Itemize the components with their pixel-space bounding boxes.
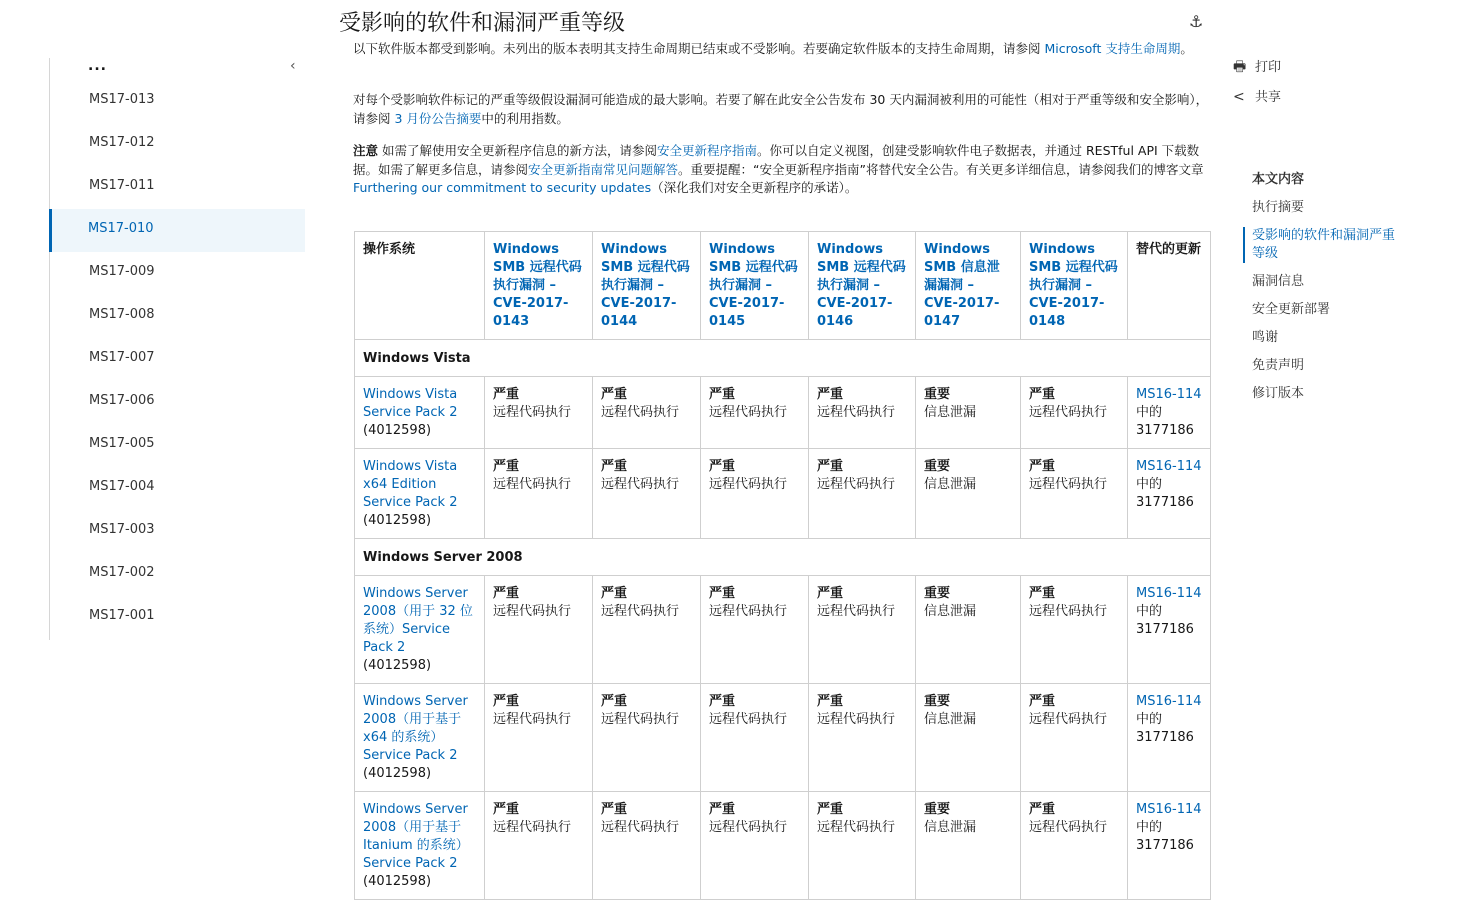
severity-cell [593,576,701,684]
severity-cell [916,684,1021,792]
severity-rating: 严重 [817,694,844,709]
severity-rating: 重要 [924,802,951,817]
severity-cell [593,684,701,792]
impact-type: 远程代码执行 [817,405,896,420]
os-link[interactable]: Windows Vista Service Pack 2 [363,387,458,420]
impact-type: 远程代码执行 [709,712,788,727]
table-row [355,576,1211,684]
guide-faq-link[interactable]: 安全更新指南常见问题解答 [528,161,679,177]
severity-cell [809,792,916,900]
note-paragraph [353,142,1209,198]
severity-rating: 严重 [1029,694,1056,709]
severity-cell [809,449,916,539]
page-title: 受影响的软件和漏洞严重等级 [339,11,626,36]
replaced-update: 中的 3177186 [1136,477,1194,510]
severity-rating: 严重 [1029,802,1056,817]
impact-type: 远程代码执行 [817,477,896,492]
severity-rating: 严重 [1029,459,1056,474]
share-label: 共享 [1255,90,1282,105]
left-nav-item[interactable]: MS17-009 [89,264,155,279]
severity-cell [916,792,1021,900]
impact-type: 远程代码执行 [1029,604,1108,619]
section-row [355,340,1211,377]
severity-rating: 严重 [493,459,520,474]
severity-cell [593,792,701,900]
column-header[interactable]: Windows SMB 远程代码执行漏洞 – CVE-2017-0144 [593,232,701,340]
impact-type: 远程代码执行 [493,604,572,619]
severity-cell [485,792,593,900]
impact-type: 远程代码执行 [601,604,680,619]
severity-cell [485,684,593,792]
impact-type: 远程代码执行 [601,712,680,727]
severity-cell [485,449,593,539]
column-header[interactable]: Windows SMB 远程代码执行漏洞 – CVE-2017-0145 [701,232,809,340]
more-icon[interactable]: ... [88,58,107,74]
column-header[interactable]: Windows SMB 远程代码执行漏洞 – CVE-2017-0143 [485,232,593,340]
os-cell [355,576,485,684]
table-row [355,792,1211,900]
impact-type: 信息泄漏 [924,477,977,492]
share-button[interactable] [1233,88,1281,118]
replaced-bulletin-link[interactable]: MS16-114 [1136,586,1202,601]
severity-rating: 严重 [601,459,628,474]
left-nav-item[interactable]: MS17-004 [89,479,155,494]
p1-after: 。 [1180,41,1193,56]
severity-rating: 重要 [924,586,951,601]
replaced-cell [1128,449,1211,539]
os-cell [355,792,485,900]
impact-type: 远程代码执行 [817,712,896,727]
severity-rating: 严重 [493,802,520,817]
bulletin-summary-link[interactable]: 3 月份公告摘要 [394,110,482,126]
table-row [355,377,1211,449]
os-cell [355,684,485,792]
severity-cell [916,449,1021,539]
left-navigation [49,58,305,640]
severity-cell [701,684,809,792]
severity-cell [485,377,593,449]
severity-rating: 严重 [1029,387,1056,402]
impact-type: 远程代码执行 [493,405,572,420]
replaced-update: 中的 3177186 [1136,405,1194,438]
left-nav-item[interactable]: MS17-010 [49,209,305,252]
page-tools [1233,58,1281,118]
impact-type: 远程代码执行 [601,405,680,420]
impact-type: 信息泄漏 [924,712,977,727]
replaced-bulletin-link[interactable]: MS16-114 [1136,802,1202,817]
severity-rating: 严重 [709,802,736,817]
p3-t2: 。你可以自定义视图，创建受影响软件电子数据表，并通过 RESTful API 下载数据。如需了解更多信息，请参阅 [353,143,1200,177]
share-icon: < [1233,89,1245,105]
impact-type: 信息泄漏 [924,820,977,835]
impact-type: 远程代码执行 [709,604,788,619]
left-nav-top-row [50,58,305,80]
severity-rating: 严重 [817,387,844,402]
left-nav-item[interactable]: MS17-007 [89,350,155,365]
left-nav-item[interactable]: MS17-006 [89,393,155,408]
table-row [355,684,1211,792]
toc-item[interactable]: 鸣谢 [1252,330,1279,345]
section-heading: Windows Vista [355,340,1211,377]
os-link[interactable]: Windows Server 2008（用于基于 Itanium 的系统）Service Pack 2 [363,802,469,871]
anchor-icon[interactable]: ⚓ [1189,12,1204,31]
impact-type: 远程代码执行 [709,820,788,835]
table-row [355,449,1211,539]
note-label: 注意 [353,143,379,158]
severity-rating: 严重 [817,459,844,474]
left-nav-item[interactable]: MS17-008 [89,307,155,322]
impact-type: 远程代码执行 [1029,477,1108,492]
print-label: 打印 [1255,60,1282,75]
p3-t1: 如需了解使用安全更新程序信息的新方法，请参阅 [378,143,657,158]
severity-cell [1021,576,1128,684]
left-nav-item[interactable]: MS17-003 [89,522,155,537]
severity-cell [1021,449,1128,539]
severity-cell [809,684,916,792]
toc-item[interactable]: 受影响的软件和漏洞严重等级 [1243,227,1403,263]
toc-item[interactable]: 修订版本 [1252,386,1305,401]
toc-item[interactable]: 免责声明 [1252,358,1305,373]
severity-cell [593,377,701,449]
severity-rating: 严重 [709,387,736,402]
impact-type: 远程代码执行 [1029,405,1108,420]
affected-software-table [354,231,1211,900]
column-header[interactable]: Windows SMB 信息泄漏漏洞 – CVE-2017-0147 [916,232,1021,340]
left-nav-item[interactable]: MS17-011 [89,178,155,193]
impact-type: 信息泄漏 [924,405,977,420]
replaced-cell [1128,792,1211,900]
severity-rating: 严重 [709,586,736,601]
toc-item[interactable]: 执行摘要 [1252,200,1305,215]
left-nav-item[interactable]: MS17-012 [89,135,155,150]
left-nav-item[interactable]: MS17-013 [89,92,155,107]
section-row [355,539,1211,576]
section-heading: Windows Server 2008 [355,539,1211,576]
severity-rating: 严重 [601,586,628,601]
toc-item[interactable]: 漏洞信息 [1252,274,1305,289]
blog-post-link[interactable]: Furthering our commitment to security updates [353,180,652,195]
severity-rating: 严重 [709,459,736,474]
severity-rating: 严重 [493,694,520,709]
severity-rating: 严重 [601,694,628,709]
impact-type: 远程代码执行 [493,820,572,835]
toc-list [1243,199,1403,403]
p3-t4: （深化我们对安全更新程序的承诺）。 [651,180,858,195]
kb-number: (4012598) [363,513,432,528]
severity-cell [809,576,916,684]
left-nav-item[interactable]: MS17-005 [89,436,155,451]
kb-number: (4012598) [363,874,432,889]
severity-rating: 严重 [493,586,520,601]
p1-text: 以下软件版本都受到影响。未列出的版本表明其支持生命周期已结束或不受影响。若要确定软件版本的支持生命周期，请参阅 [353,41,1045,56]
replaced-bulletin-link[interactable]: MS16-114 [1136,694,1202,709]
table-of-contents [1243,168,1403,413]
replaced-cell [1128,576,1211,684]
severity-cell [701,576,809,684]
severity-rating: 重要 [924,694,951,709]
column-header[interactable]: Windows SMB 远程代码执行漏洞 – CVE-2017-0146 [809,232,916,340]
table-header-row [355,232,1211,340]
kb-number: (4012598) [363,423,432,438]
replaced-update: 中的 3177186 [1136,820,1194,853]
replaced-cell [1128,684,1211,792]
replaced-bulletin-link[interactable]: MS16-114 [1136,459,1202,474]
impact-type: 远程代码执行 [493,712,572,727]
severity-cell [593,449,701,539]
collapse-chevron-icon[interactable]: ‹ [290,58,296,74]
lifecycle-link[interactable]: Microsoft 支持生命周期 [1044,41,1181,56]
severity-intro [353,91,1209,128]
column-header: 替代的更新 [1128,232,1211,340]
p2-after: 中的利用指数。 [481,110,569,126]
left-nav-item[interactable]: MS17-001 [89,608,155,623]
replaced-cell [1128,377,1211,449]
severity-rating: 严重 [493,387,520,402]
print-button[interactable] [1233,58,1281,88]
security-update-guide-link[interactable]: 安全更新程序指南 [657,143,758,158]
replaced-update: 中的 3177186 [1136,604,1194,637]
toc-item[interactable]: 安全更新部署 [1252,302,1331,317]
severity-cell [701,377,809,449]
severity-cell [701,792,809,900]
severity-cell [809,377,916,449]
os-link[interactable]: Windows Server 2008（用于 32 位系统）Service Pack 2 [363,586,473,655]
os-link[interactable]: Windows Vista x64 Edition Service Pack 2 [363,459,458,510]
kb-number: (4012598) [363,766,432,781]
severity-rating: 严重 [601,387,628,402]
impact-type: 信息泄漏 [924,604,977,619]
severity-cell [916,377,1021,449]
severity-rating: 严重 [1029,586,1056,601]
severity-cell [485,576,593,684]
p3-t3: 。重要提醒：“安全更新程序指南”将替代安全公告。有关更多详细信息，请参阅我们的博客文章 [678,161,1204,177]
severity-rating: 严重 [817,802,844,817]
impact-type: 远程代码执行 [601,820,680,835]
severity-cell [1021,684,1128,792]
os-link[interactable]: Windows Server 2008（用于基于 x64 的系统）Service Pack 2 [363,694,468,763]
impact-type: 远程代码执行 [817,820,896,835]
severity-cell [701,449,809,539]
impact-type: 远程代码执行 [709,477,788,492]
left-nav-list [50,80,305,639]
severity-rating: 严重 [817,586,844,601]
p2-text: 对每个受影响软件标记的严重等级假设漏洞可能造成的最大影响。若要了解在此安全公告发布 30 天内漏洞被利用的可能性（相对于严重等级和安全影响），请参阅 [353,92,1209,126]
severity-cell [1021,377,1128,449]
replaced-update: 中的 3177186 [1136,712,1194,745]
print-icon: 🖶 [1233,59,1247,75]
impact-type: 远程代码执行 [601,477,680,492]
replaced-bulletin-link[interactable]: MS16-114 [1136,387,1202,402]
impact-type: 远程代码执行 [1029,712,1108,727]
toc-title: 本文内容 [1252,172,1305,187]
left-nav-item[interactable]: MS17-002 [89,565,155,580]
os-cell [355,449,485,539]
column-header: 操作系统 [355,232,485,340]
severity-rating: 重要 [924,387,951,402]
impact-type: 远程代码执行 [709,405,788,420]
severity-rating: 重要 [924,459,951,474]
severity-cell [916,576,1021,684]
severity-rating: 严重 [709,694,736,709]
impact-type: 远程代码执行 [817,604,896,619]
os-cell [355,377,485,449]
impact-type: 远程代码执行 [493,477,572,492]
severity-rating: 严重 [601,802,628,817]
kb-number: (4012598) [363,658,432,673]
impact-type: 远程代码执行 [1029,820,1108,835]
severity-cell [1021,792,1128,900]
affected-software-intro [353,40,1209,59]
table-body [355,340,1211,900]
column-header[interactable]: Windows SMB 远程代码执行漏洞 – CVE-2017-0148 [1021,232,1128,340]
